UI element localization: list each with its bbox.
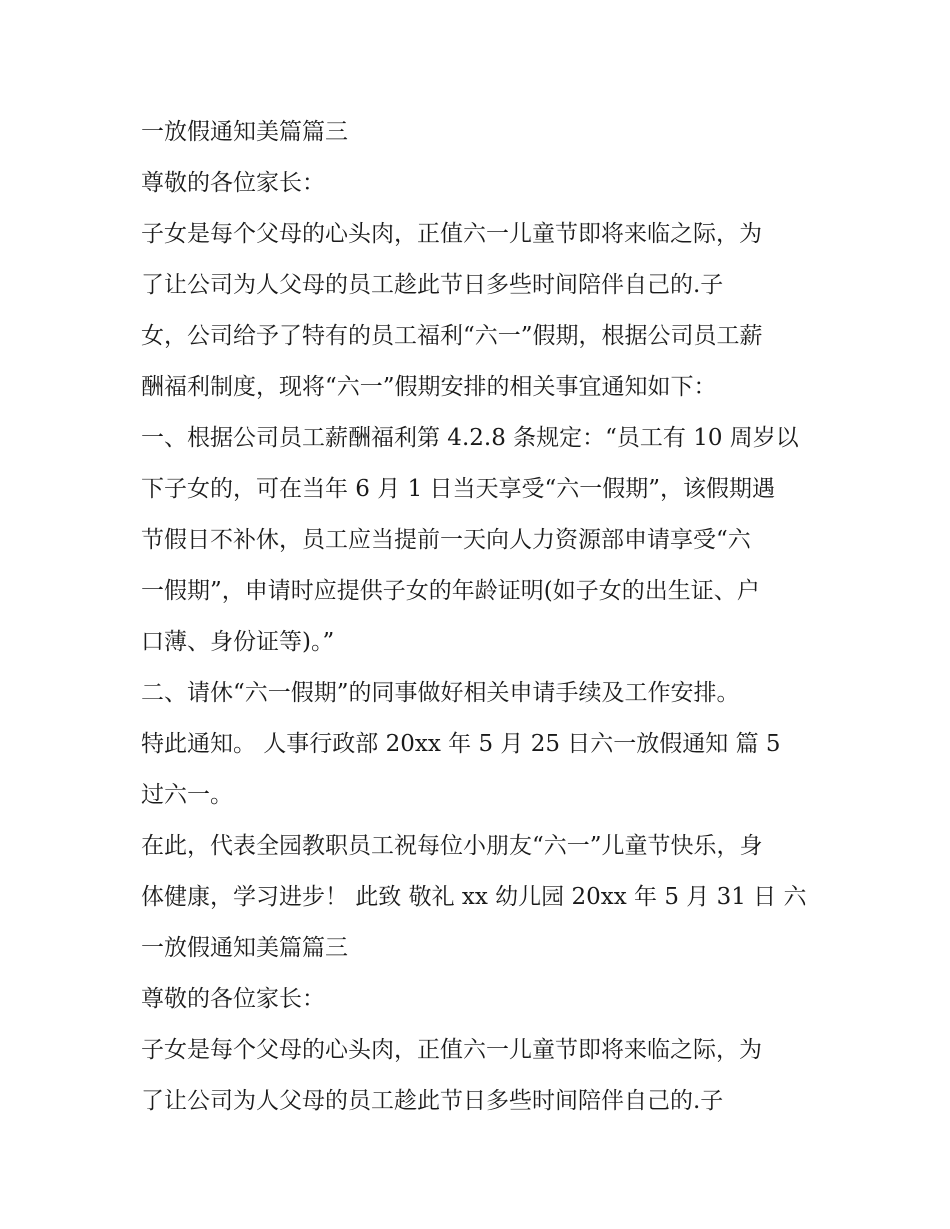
document-body: [141, 107, 831, 1127]
text-line: 在此，代表全园教职员工祝每位小朋友“六一”儿童节快乐，身: [141, 833, 763, 859]
text-line: 一放假通知美篇篇三: [141, 935, 348, 961]
text-line: 节假日不补休，员工应当提前一天向人力资源部申请享受“六: [141, 527, 751, 553]
text-line: 一假期”，申请时应提供子女的年龄证明(如子女的出生证、户: [141, 578, 760, 604]
text-line: 尊敬的各位家长：: [141, 170, 325, 196]
text-line: 二、请休“六一假期”的同事做好相关申请手续及工作安排。: [141, 680, 740, 706]
text-line: 特此通知。 人事行政部 20xx 年 5 月 25 日六一放假通知 篇 5: [141, 731, 781, 757]
text-line: 过六一。: [141, 782, 233, 808]
text-line: 了让公司为人父母的员工趁此节日多些时间陪伴自己的.子: [141, 1088, 724, 1114]
text-line: 一放假通知美篇篇三: [141, 119, 348, 145]
text-line: 子女是每个父母的心头肉，正值六一儿童节即将来临之际，为: [141, 221, 762, 247]
text-line: 酬福利制度，现将“六一”假期安排的相关事宜通知如下：: [141, 374, 717, 400]
text-line: 体健康，学习进步！ 此致 敬礼 xx 幼儿园 20xx 年 5 月 31 日 六: [141, 884, 807, 910]
text-line: 子女是每个父母的心头肉，正值六一儿童节即将来临之际，为: [141, 1037, 762, 1063]
text-line: 女，公司给予了特有的员工福利“六一”假期，根据公司员工薪: [141, 323, 763, 349]
text-line: 口薄、身份证等)。”: [141, 629, 335, 655]
text-line: 一、根据公司员工薪酬福利第 4.2.8 条规定：“员工有 10 周岁以: [141, 425, 799, 451]
text-line: 尊敬的各位家长：: [141, 986, 325, 1012]
text-line: 了让公司为人父母的员工趁此节日多些时间陪伴自己的.子: [141, 272, 724, 298]
text-line: 下子女的，可在当年 6 月 1 日当天享受“六一假期”，该假期遇: [141, 476, 776, 502]
